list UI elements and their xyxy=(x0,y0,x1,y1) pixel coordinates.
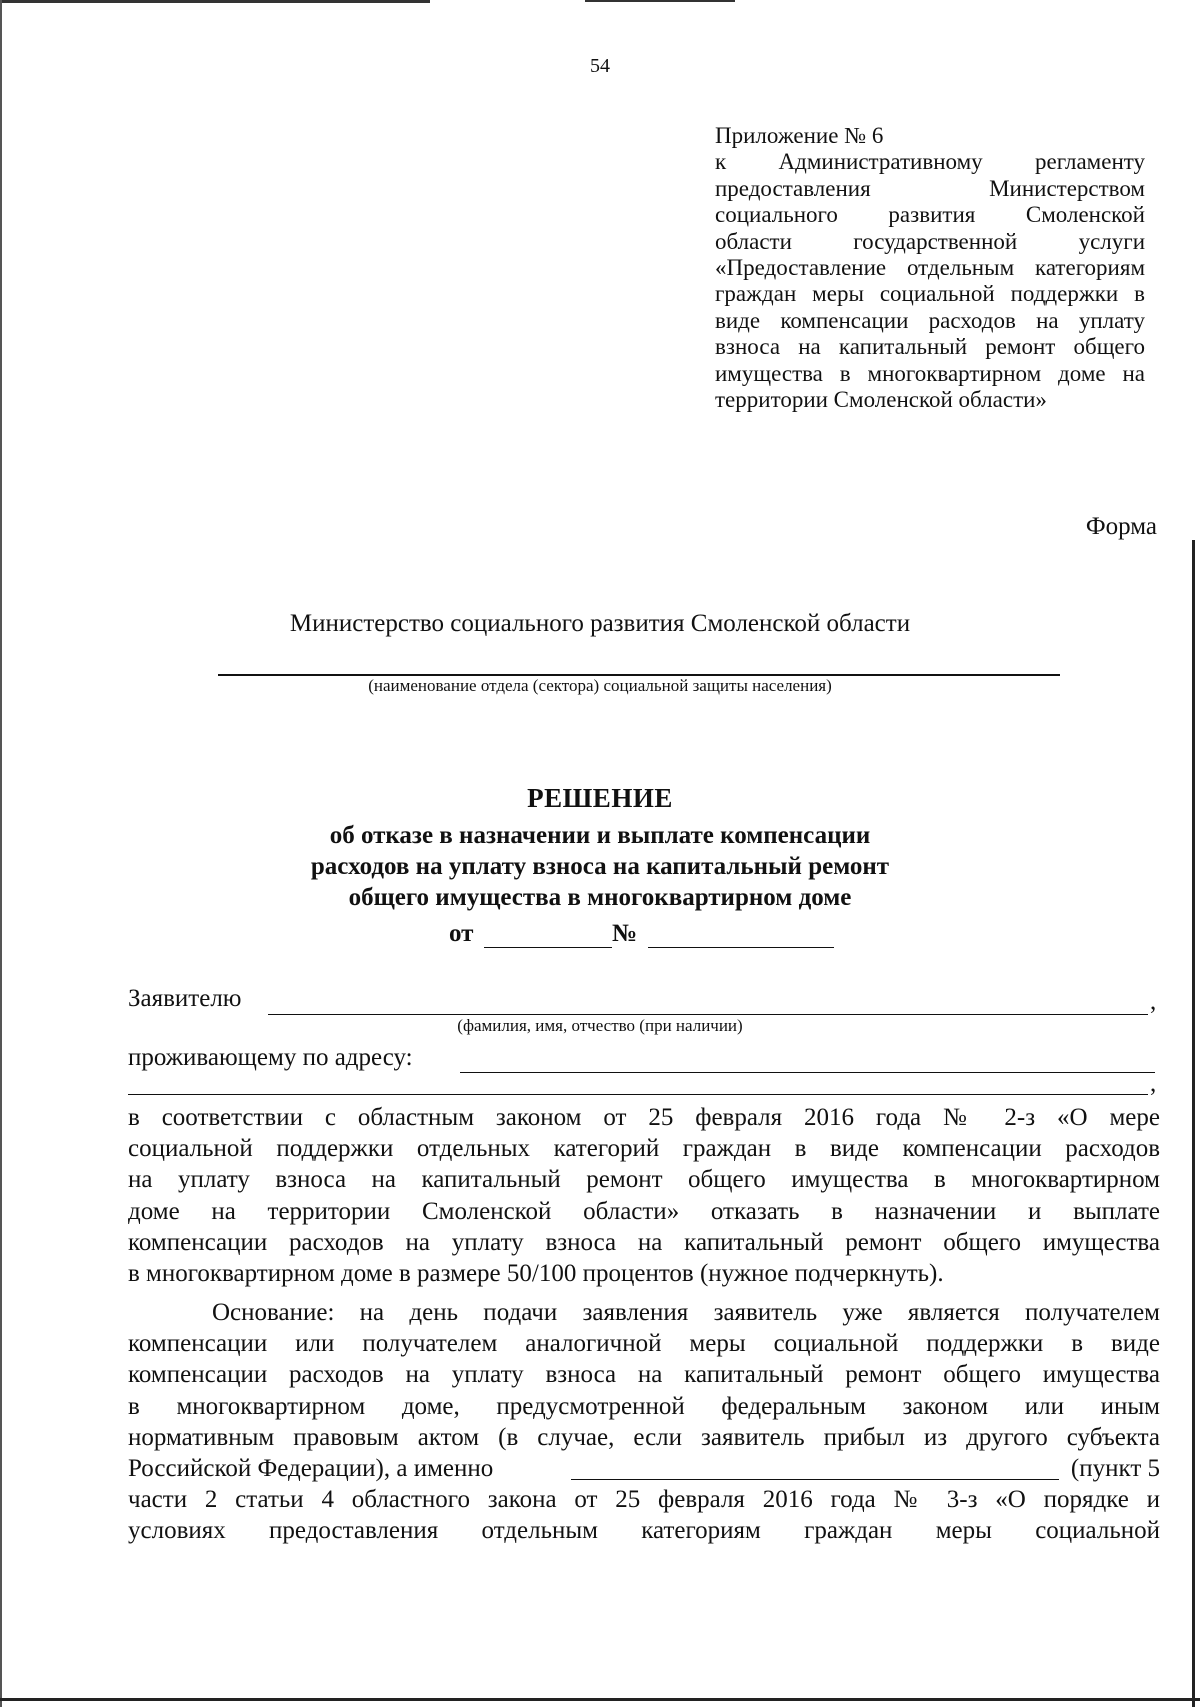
decision-paragraph xyxy=(128,1102,1160,1289)
subtitle-line: расходов на уплату взноса на капитальный ремонт xyxy=(310,853,890,880)
ministry-name: Министерство социального развития Смоленской области xyxy=(289,610,911,637)
address-field-2[interactable] xyxy=(128,1070,1148,1095)
decision-title: РЕШЕНИЕ xyxy=(527,783,673,813)
paragraph-line: компенсации расходов на уплату взноса на капитальный ремонт общего имущества xyxy=(128,1228,1160,1256)
applicant-comma: , xyxy=(1150,988,1157,1015)
subtitle-line: общего имущества в многоквартирном доме xyxy=(348,884,852,911)
namely-prefix: Российской Федерации), а именно xyxy=(128,1455,494,1483)
appendix-line: имущества в многоквартирном доме на xyxy=(715,360,1145,386)
date-field[interactable] xyxy=(484,927,612,948)
namely-suffix: (пункт 5 xyxy=(1070,1455,1160,1483)
paragraph-line: Основание: на день подачи заявления заявитель уже является получателем xyxy=(212,1299,1160,1326)
paragraph-line: нормативным правовым актом (в случае, если заявитель прибыл из другого субъекта xyxy=(128,1423,1160,1451)
namely-line xyxy=(128,1453,1160,1484)
basis-paragraph xyxy=(128,1297,1160,1547)
scan-border-right xyxy=(1192,540,1195,1707)
appendix-line: виде компенсации расходов на уплату xyxy=(715,307,1145,333)
paragraph-line: в соответствии с областным законом от 25 февраля 2016 года № 2-з «О мере xyxy=(128,1104,1160,1131)
appendix-line: области государственной услуги xyxy=(715,228,1145,254)
address-comma: , xyxy=(1150,1070,1157,1097)
paragraph-line: компенсации или получателем аналогичной меры социальной поддержки в виде xyxy=(128,1330,1160,1358)
subtitle-line: об отказе в назначении и выплате компенсации xyxy=(329,822,871,849)
page-number: 54 xyxy=(590,55,610,77)
name-caption: (фамилия, имя, отчество (при наличии) xyxy=(457,1016,743,1035)
appendix-line: «Предоставление отдельным категориям xyxy=(715,255,1145,281)
appendix-line: предоставления Министерством xyxy=(715,175,1145,201)
namely-field[interactable] xyxy=(571,1455,1059,1480)
number-field[interactable] xyxy=(648,927,834,948)
appendix-line: к Административному регламенту xyxy=(715,149,1145,175)
date-prefix: от xyxy=(449,920,474,947)
decision-subtitle xyxy=(0,820,1200,913)
scan-border-bottom xyxy=(0,1698,1200,1701)
address-label: проживающему по адресу: xyxy=(128,1044,413,1071)
appendix-line: взноса на капитальный ремонт общего xyxy=(715,334,1145,360)
scan-mark-top-center xyxy=(585,0,735,2)
applicant-name-field[interactable] xyxy=(268,990,1148,1015)
appendix-line: Приложение № 6 xyxy=(715,123,884,148)
paragraph-line: на уплату взноса на капитальный ремонт общего имущества в многоквартирном xyxy=(128,1166,1160,1194)
number-sign: № xyxy=(612,920,638,947)
form-label: Форма xyxy=(1085,513,1157,540)
paragraph-line: доме на территории Смоленской области» отказать в назначении и выплате xyxy=(128,1197,1160,1225)
dept-caption: (наименование отдела (сектора) социальной защиты населения) xyxy=(368,676,832,695)
appendix-line: граждан меры социальной поддержки в xyxy=(715,281,1145,307)
applicant-label: Заявителю xyxy=(128,985,242,1012)
paragraph-line: в многоквартирном доме, предусмотренной федеральным законом или иным xyxy=(128,1392,1160,1420)
appendix-line: социального развития Смоленской xyxy=(715,202,1145,228)
scan-mark-top-left xyxy=(0,0,430,3)
appendix-line: территории Смоленской области» xyxy=(715,387,1047,413)
paragraph-line: социальной поддержки отдельных категорий граждан в виде компенсации расходов xyxy=(128,1135,1160,1163)
appendix-note xyxy=(715,123,1145,413)
paragraph-line: части 2 статьи 4 областного закона от 25 февраля 2016 года № 3-з «О порядке и xyxy=(128,1486,1160,1514)
paragraph-line: компенсации расходов на уплату взноса на капитальный ремонт общего имущества xyxy=(128,1361,1160,1389)
paragraph-line: условиях предоставления отдельным категориям граждан меры социальной xyxy=(128,1517,1160,1545)
paragraph-line: в многоквартирном доме в размере 50/100 процентов (нужное подчеркнуть). xyxy=(128,1260,944,1288)
